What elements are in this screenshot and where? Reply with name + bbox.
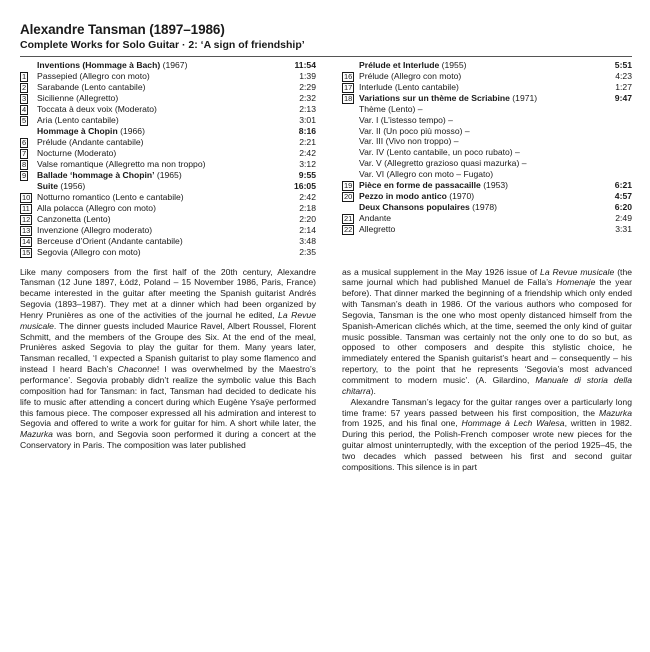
italic-title: Hommage à Lech Walesa (461, 418, 565, 429)
track-title-text: Pezzo in modo antico (359, 190, 447, 201)
track-title (37, 247, 299, 258)
track-number (20, 170, 37, 181)
text-run: . The dinner guests included Maurice Ravel, Albert Roussel, Florent Schmitt, and the members of the Groupe des Six. At the end of the meal, Prunières asked Segovia to play the guitar for them. Many years later, Tansman recalled, ‘I expected a Spanish guitarist to play some flamenco and instead I heard Bach’s (20, 320, 316, 375)
track-duration: 2:42 (299, 191, 316, 202)
track-title (359, 82, 615, 93)
track-title (359, 126, 632, 137)
track-number (20, 247, 37, 258)
track-number-box: 5 (22, 115, 27, 125)
track-title-text: Var. III (Vivo non troppo) – (359, 136, 459, 147)
liner-notes-column-left (20, 267, 316, 473)
track-duration: 11:54 (294, 60, 316, 70)
track-title-text: Passepied (Allegro con moto) (37, 70, 150, 81)
track-title-text: Suite (37, 180, 59, 191)
track-duration: 9:47 (614, 92, 632, 103)
track-row (342, 71, 632, 82)
track-number-box: 22 (344, 224, 353, 234)
track-title-text: Sicilienne (Allegretto) (37, 92, 119, 103)
track-title-text: Nocturne (Moderato) (37, 147, 117, 158)
track-row (20, 203, 316, 214)
track-number-box: 18 (344, 93, 353, 103)
track-title (37, 115, 299, 126)
track-duration: 5:51 (614, 60, 632, 70)
track-title-text: Ballade ‘hommage à Chopin’ (37, 169, 155, 180)
track-row (20, 214, 316, 225)
track-duration: 2:13 (299, 103, 316, 114)
track-title-text: Deux Chansons populaires (359, 201, 470, 212)
track-title (359, 93, 615, 104)
track-year: (1956) (58, 180, 86, 191)
text-run: ! I was overwhelmed by the Maestro’s performance’. Segovia probably didn’t realize the symbolic value this Bach composition had for Tansman: in fact, Tansman had decided to dedicate his life to music after attending a concert during which Eugène Ysaÿe performed this famous piece. The composer expressed all his admiration and interest to Segovia and offered to write a work for guitar for him. A short while later, the (20, 364, 316, 429)
track-title-text: Invenzione (Allegro moderato) (37, 224, 153, 235)
track-duration: 8:16 (298, 125, 316, 136)
track-number (342, 180, 359, 191)
track-number (20, 115, 37, 126)
track-title (359, 71, 615, 82)
track-row (20, 126, 316, 137)
track-duration: 2:32 (299, 92, 316, 103)
track-title-text: Allegretto (359, 223, 396, 234)
track-title-text: Var. I (L’istesso tempo) – (359, 114, 453, 125)
track-duration: 1:27 (615, 81, 632, 92)
track-number-box: 8 (22, 159, 27, 169)
track-title (359, 158, 632, 169)
track-title-text: Var. VI (Allegro con moto – Fugato) (359, 168, 494, 179)
track-title (37, 71, 299, 82)
text-run: the year before). That dinner marked the beginning of a friendship which only ended with Tansman’s death in 1986. Of the various authors who composed for Segovia, Tansman is the one who most openly distanced himself from the Spanish-American clichés which, at the time, seemed the only kind of guitar music possible. Tansman was certainly not the only one to do so but, as opposed to other composers and despite this stylistic choice, he immediately entered the Spanish guitarist’s heart and – consequently – his repertory, to the point that he represents ‘Segovia’s most advanced commitment to modern music’. (A. Gilardino, (342, 277, 632, 385)
track-number-box: 7 (22, 148, 27, 158)
track-row (20, 192, 316, 203)
italic-title: Mazurka (20, 429, 53, 440)
track-title (359, 202, 615, 213)
track-row (342, 158, 632, 169)
track-title-text: Var. V (Allegretto grazioso quasi mazurka) – (359, 158, 527, 169)
track-title-text: Var. IV (Lento cantabile, un poco rubato) – (359, 147, 520, 158)
track-duration: 2:35 (299, 246, 316, 257)
track-title-text: Interlude (Lento cantabile) (359, 81, 459, 92)
track-number (20, 159, 37, 170)
track-row (20, 148, 316, 159)
track-year: (1967) (160, 60, 188, 70)
track-number-box: 9 (22, 170, 27, 180)
track-number-box: 10 (22, 192, 31, 202)
track-row (342, 115, 632, 126)
track-number (20, 82, 37, 93)
track-row (20, 115, 316, 126)
track-title-text: Notturno romantico (Lento e cantabile) (37, 191, 184, 202)
track-number (20, 93, 37, 104)
italic-title: La Revue musicale (540, 266, 615, 277)
track-row (342, 213, 632, 224)
track-number-box: 3 (22, 93, 27, 103)
track-year: (1953) (480, 179, 509, 190)
track-title (37, 82, 299, 93)
track-duration: 2:49 (615, 212, 632, 223)
track-year: (1965) (154, 169, 182, 180)
track-number (20, 104, 37, 115)
track-number (342, 71, 359, 82)
track-title-text: Var. II (Un poco più mosso) – (359, 125, 470, 136)
track-row (20, 170, 316, 181)
track-duration: 3:31 (615, 223, 632, 234)
track-duration: 16:05 (294, 180, 316, 191)
track-number (342, 191, 359, 202)
track-title-text: Variations sur un thème de Scriabine (359, 92, 510, 103)
track-title (37, 126, 299, 137)
page-subtitle: Complete Works for Solo Guitar · 2: ‘A sign of friendship’ (20, 39, 305, 51)
track-title (37, 225, 299, 236)
track-row (342, 191, 632, 202)
liner-notes-column-right (342, 267, 632, 473)
track-number (20, 236, 37, 247)
track-title-text: Prélude (Andante cantabile) (37, 136, 144, 147)
track-column-left (20, 60, 316, 258)
track-duration: 2:14 (299, 224, 316, 235)
text-run: from 1925, and his final one, (342, 418, 462, 429)
track-title (37, 104, 299, 115)
track-duration: 9:55 (298, 169, 316, 180)
track-duration: 3:48 (299, 235, 316, 246)
track-number (342, 213, 359, 224)
track-title (359, 224, 615, 235)
track-number-box: 17 (344, 82, 353, 92)
track-title (37, 236, 299, 247)
track-duration: 4:57 (614, 190, 632, 201)
track-title-text: Inventions (Hommage à Bach) (37, 60, 161, 70)
track-year: (1955) (439, 60, 467, 70)
track-title-text: Hommage à Chopin (37, 125, 118, 136)
track-title (359, 104, 632, 115)
track-number-box: 4 (22, 104, 27, 114)
track-duration: 6:21 (614, 179, 632, 190)
track-row (20, 71, 316, 82)
track-row (342, 93, 632, 104)
track-duration: 2:29 (299, 81, 316, 92)
track-title (37, 137, 299, 148)
track-number (20, 203, 37, 214)
track-title (37, 181, 294, 192)
track-number (342, 93, 359, 104)
track-title-text: Segovia (Allegro con moto) (37, 246, 141, 257)
track-title-text: Prélude (Allegro con moto) (359, 70, 462, 81)
track-row (20, 93, 316, 104)
track-row (20, 104, 316, 115)
track-title (37, 214, 299, 225)
track-row (342, 60, 632, 71)
track-title-text: Berceuse d’Orient (Andante cantabile) (37, 235, 183, 246)
track-row (342, 82, 632, 93)
track-row (342, 136, 632, 147)
track-title (37, 192, 299, 203)
track-row (342, 224, 632, 235)
track-title-text: Valse romantique (Allegretto ma non troppo) (37, 158, 206, 169)
track-number (20, 148, 37, 159)
track-title (359, 180, 615, 191)
track-number (342, 82, 359, 93)
liner-notes (20, 267, 632, 473)
track-title-text: Thème (Lento) – (359, 103, 423, 114)
italic-title: La Revue musicale (20, 309, 316, 331)
track-number-box: 21 (344, 213, 353, 223)
italic-title: Chaconne (117, 364, 157, 375)
track-number-box: 16 (344, 71, 353, 81)
track-number (20, 137, 37, 148)
track-title (37, 159, 299, 170)
track-duration: 4:23 (615, 70, 632, 81)
track-title (37, 148, 299, 159)
track-row (342, 202, 632, 213)
italic-title: Homenaje (556, 277, 596, 288)
track-title (37, 203, 299, 214)
track-row (342, 169, 632, 180)
track-column-right (342, 60, 632, 258)
track-year: (1971) (509, 92, 538, 103)
track-title (359, 147, 632, 158)
track-title (359, 169, 632, 180)
track-duration: 3:01 (299, 114, 316, 125)
track-row (20, 159, 316, 170)
track-year: (1970) (446, 190, 475, 201)
track-number-box: 13 (22, 225, 31, 235)
italic-title: Mazurka (599, 407, 632, 418)
text-run: was born, and Segovia soon performed it during a concert at the Conservatory in Paris. The composition was later published (20, 429, 316, 451)
text-run: ). (370, 385, 376, 396)
track-number-box: 12 (22, 214, 31, 224)
track-title-text: Sarabande (Lento cantabile) (37, 81, 146, 92)
track-number-box: 20 (344, 191, 353, 201)
italic-title: Manuale di storia della chitarra (342, 374, 632, 396)
track-number-box: 15 (22, 247, 31, 257)
track-number (20, 225, 37, 236)
track-number (20, 71, 37, 82)
track-row (342, 147, 632, 158)
track-duration: 3:12 (299, 158, 316, 169)
track-title (359, 191, 615, 202)
track-title-text: Andante (359, 212, 392, 223)
track-duration: 2:18 (299, 202, 316, 213)
text-run: , written in 1982. During this period, the Polish-French composer wrote new pieces for the guitar almost uninterruptedly, with the exception of the period 1925–45, the two decades which passed between his first and second guitar compositions. This silence is in part (342, 418, 632, 472)
track-listing (20, 56, 632, 258)
text-run: (the same journal which had published Manuel de Falla’s (342, 266, 632, 288)
text-run: Like many composers from the first half of the 20th century, Alexandre Tansman (12 June 1897, Łódź, Poland – 15 November 1986, Paris, France) became interested in the guitar after meeting the Spanish guitarist Andrés Segovia (1893–1987). They met at a dinner which had been organized by Henry Prunières as one of the activities of the journal he edited, (20, 266, 316, 320)
track-number-box: 14 (22, 236, 31, 246)
track-number-box: 1 (22, 71, 27, 81)
track-row (20, 60, 316, 71)
track-row (20, 236, 316, 247)
track-title (37, 60, 294, 71)
track-number-box: 19 (344, 180, 353, 190)
track-row (20, 247, 316, 258)
text-run: Alexandre Tansman’s legacy for the guitar ranges over a particularly long time frame: 57 years passed between his first composition, the (342, 396, 632, 418)
booklet-page (20, 22, 632, 473)
track-title (37, 93, 299, 104)
track-row (342, 126, 632, 137)
track-number (342, 224, 359, 235)
track-number (20, 192, 37, 203)
track-duration: 1:39 (299, 70, 316, 81)
page-title: Alexandre Tansman (1897–1986) (20, 22, 225, 37)
track-number-box: 6 (22, 137, 27, 147)
track-row (20, 82, 316, 93)
track-duration: 6:20 (614, 201, 632, 212)
track-title-text: Canzonetta (Lento) (37, 213, 111, 224)
track-title-text: Pièce en forme de passacaille (359, 179, 481, 190)
track-title-text: Prélude et Interlude (359, 60, 440, 70)
track-number-box: 2 (22, 82, 27, 92)
track-title (359, 115, 632, 126)
track-number-box: 11 (22, 203, 30, 213)
track-duration: 2:20 (299, 213, 316, 224)
track-row (342, 180, 632, 191)
track-duration: 2:21 (299, 136, 316, 147)
track-year: (1978) (469, 201, 498, 212)
track-title (359, 60, 615, 71)
track-row (20, 181, 316, 192)
track-title (359, 213, 615, 224)
track-title-text: Alla polacca (Allegro con moto) (37, 202, 156, 213)
track-duration: 2:42 (299, 147, 316, 158)
track-year: (1966) (117, 125, 145, 136)
track-title (37, 170, 299, 181)
text-run: as a musical supplement in the May 1926 issue of (342, 266, 541, 277)
track-title-text: Toccata à deux voix (Moderato) (37, 103, 157, 114)
track-row (342, 104, 632, 115)
track-row (20, 137, 316, 148)
track-title (359, 136, 632, 147)
track-title-text: Aria (Lento cantabile) (37, 114, 119, 125)
track-number (20, 214, 37, 225)
track-row (20, 225, 316, 236)
